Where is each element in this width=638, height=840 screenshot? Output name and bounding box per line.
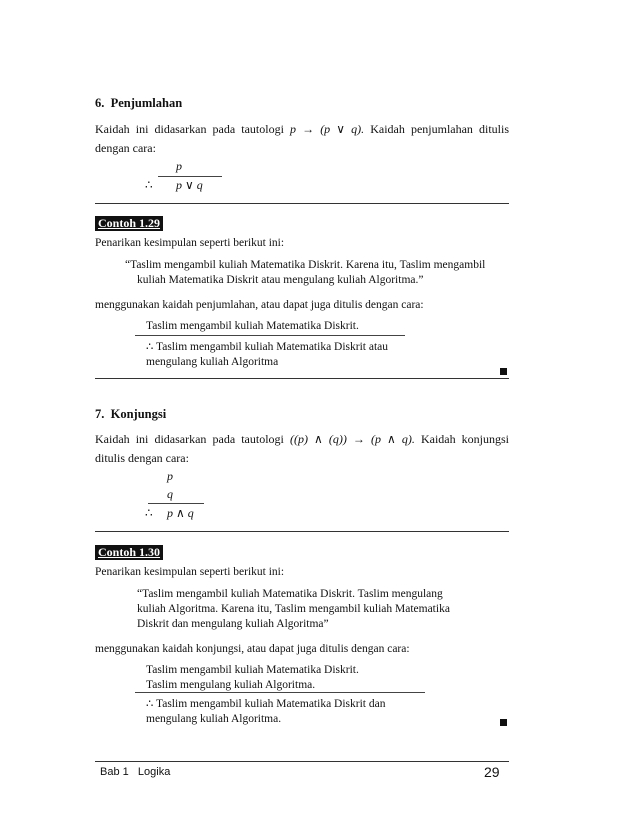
example-1-30-label: Contoh 1.30 <box>95 545 163 560</box>
section-7-conclusion: p ∧ q <box>167 506 194 520</box>
therefore-symbol: ∴ <box>146 341 154 353</box>
section-7-description-line2: ditulis dengan cara: <box>95 451 189 465</box>
footer-chapter-number: Bab 1 <box>100 766 129 778</box>
section-6-description-line1 <box>95 120 509 139</box>
page-number: 29 <box>484 764 500 780</box>
example-1-29-quote-line2: kuliah Matematika Diskrit atau mengulang kuliah Algoritma.” <box>137 274 424 286</box>
section-7-text-tail: Kaidah konjungsi <box>420 432 510 446</box>
footer-rule <box>95 761 509 762</box>
footer-chapter-title: Logika <box>137 766 171 778</box>
example-1-29-premise: Taslim mengambil kuliah Matematika Diskrit. <box>146 320 359 332</box>
section-6-premise: p <box>176 159 182 173</box>
section-7-premise-1: p <box>167 469 173 483</box>
section-7-premise-2: q <box>167 487 173 501</box>
section-6-heading <box>95 96 182 111</box>
example-1-30-intro: Penarikan kesimpulan seperti berikut ini: <box>95 566 285 578</box>
example-1-30-premise-2: Taslim mengulang kuliah Algoritma. <box>146 679 316 691</box>
divider <box>95 531 509 532</box>
section-7-number: 7. <box>95 407 105 421</box>
divider <box>95 378 509 379</box>
example-1-30-conclusion-text: Taslim mengambil kuliah Matematika Diskrit dan <box>156 698 386 710</box>
section-7-description-line1 <box>95 430 509 449</box>
section-6-inference-line <box>158 176 222 177</box>
example-1-29-intro: Penarikan kesimpulan seperti berikut ini: <box>95 237 285 249</box>
example-1-30-conclusion-line2: mengulang kuliah Algoritma. <box>146 713 282 725</box>
section-7-inference-line <box>148 503 204 504</box>
example-1-29-method: menggunakan kaidah penjumlahan, atau dapat juga ditulis dengan cara: <box>95 299 424 311</box>
section-6-title: Penjumlahan <box>110 96 183 110</box>
example-1-29-quote-line1: “Taslim mengambil kuliah Matematika Diskrit. Karena itu, Taslim mengambil <box>125 259 486 271</box>
section-6-text: Kaidah ini didasarkan pada tautologi <box>95 122 284 136</box>
example-1-29-conclusion-text: Taslim mengambil kuliah Matematika Diskrit atau <box>156 341 389 353</box>
example-1-30-conclusion-line1 <box>146 696 385 712</box>
example-1-30-quote-line1: “Taslim mengambil kuliah Matematika Diskrit. Taslim mengulang <box>137 588 443 600</box>
footer-chapter <box>100 766 170 778</box>
section-6-text-tail: Kaidah penjumlahan ditulis <box>370 122 510 136</box>
end-of-example-icon <box>500 719 507 726</box>
example-1-30-inference-line <box>135 692 425 693</box>
end-of-example-icon <box>500 368 507 375</box>
divider <box>95 203 509 204</box>
section-6-number: 6. <box>95 96 105 110</box>
therefore-symbol: ∴ <box>145 178 153 192</box>
therefore-symbol: ∴ <box>146 698 154 710</box>
therefore-symbol: ∴ <box>145 506 153 520</box>
example-1-29-conclusion-line1 <box>146 339 388 355</box>
example-1-29-label: Contoh 1.29 <box>95 216 163 231</box>
section-7-title: Konjungsi <box>110 407 167 421</box>
example-1-30-quote-line3: Diskrit dan mengulang kuliah Algoritma” <box>137 618 329 630</box>
example-1-30-quote-line2: kuliah Algoritma. Karena itu, Taslim mengambil kuliah Matematika <box>137 603 450 615</box>
section-6-formula: p → (p ∨ q). <box>290 122 365 136</box>
example-1-30-premise-1: Taslim mengambil kuliah Matematika Diskrit. <box>146 664 359 676</box>
section-6-conclusion: p ∨ q <box>176 178 203 192</box>
example-1-30-method: menggunakan kaidah konjungsi, atau dapat juga ditulis dengan cara: <box>95 643 410 655</box>
section-7-heading <box>95 407 166 422</box>
example-1-29-conclusion-line2: mengulang kuliah Algoritma <box>146 356 279 368</box>
section-7-text: Kaidah ini didasarkan pada tautologi <box>95 432 284 446</box>
section-6-description-line2: dengan cara: <box>95 141 156 155</box>
section-7-formula: ((p) ∧ (q)) → (p ∧ q). <box>289 432 415 446</box>
example-1-29-inference-line <box>135 335 405 336</box>
